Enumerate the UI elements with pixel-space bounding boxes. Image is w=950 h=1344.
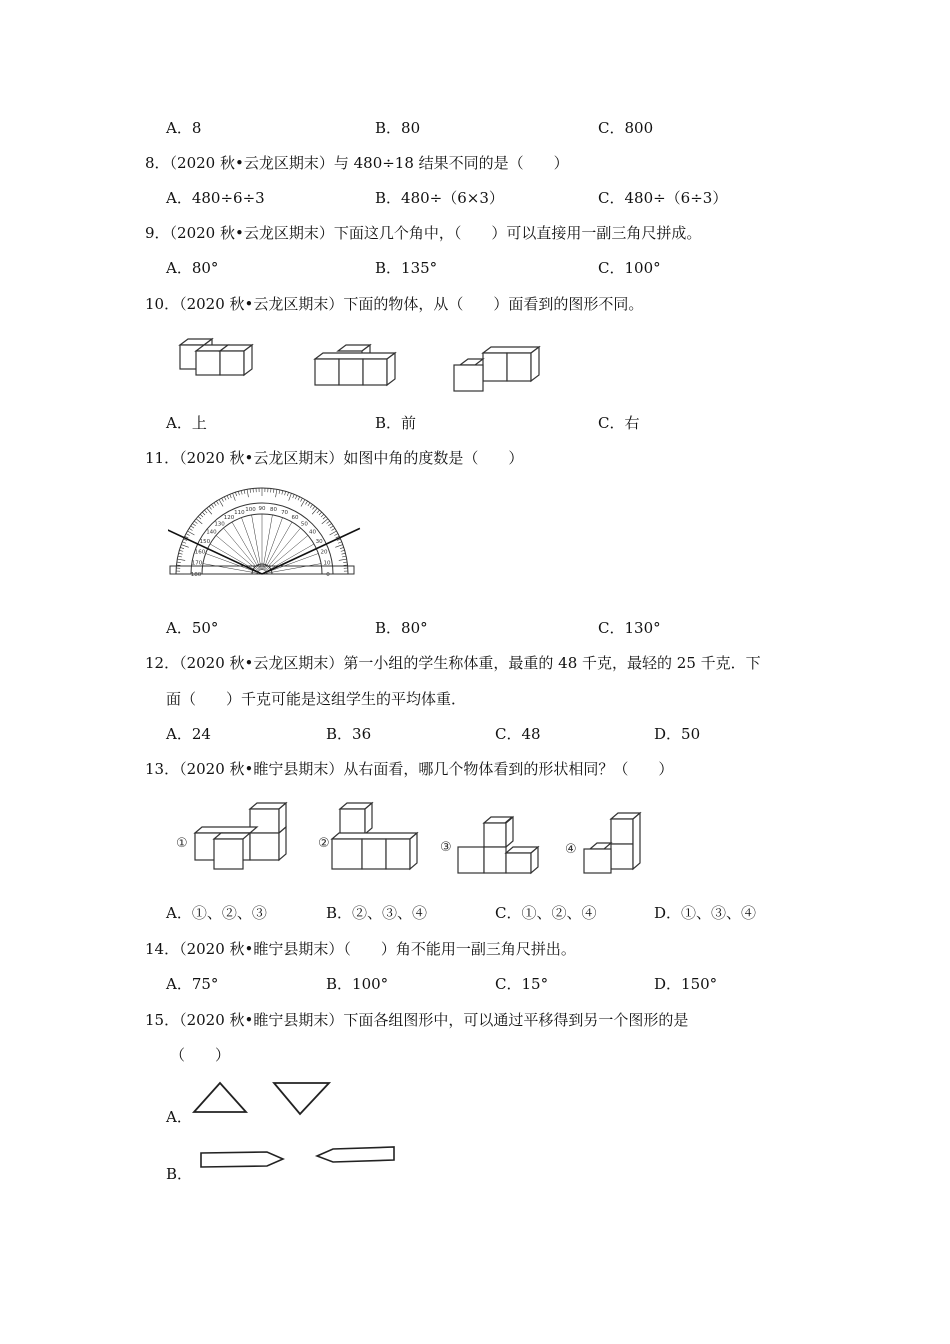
q9-option-c[interactable]: C．100°: [598, 259, 661, 277]
q9-stem: 9．（2020 秋•云龙区期末）下面这几个角中，（ ）可以直接用一副三角尺拼成。: [145, 224, 702, 242]
cube-figure-4: [565, 813, 640, 873]
cube-stacks-icon: [175, 335, 555, 400]
q7-option-b[interactable]: B．80: [375, 119, 421, 137]
q12-option-d[interactable]: D．50: [654, 725, 701, 743]
protractor-label: 50: [300, 521, 308, 528]
figure-label-1: ①: [176, 836, 188, 851]
cube-object-1: [180, 339, 252, 375]
q15-option-b[interactable]: B．: [166, 1165, 193, 1183]
protractor-label: 30: [315, 539, 323, 545]
protractor-label: 10: [323, 560, 331, 567]
q9-option-b[interactable]: B．135°: [375, 259, 438, 277]
q8-option-b[interactable]: B．480÷（6×3）: [375, 189, 504, 207]
q12-option-b[interactable]: B．36: [326, 725, 372, 743]
protractor-label: 130: [214, 521, 225, 528]
q12-stem-line2: 面（ ）千克可能是这组学生的平均体重．: [166, 690, 467, 708]
q12-option-a[interactable]: A．24: [166, 725, 211, 743]
protractor-label: 140: [206, 529, 217, 536]
q8-stem: 8．（2020 秋•云龙区期末）与 480÷18 结果不同的是（ ）: [145, 154, 569, 172]
q12-stem-line1: 12．（2020 秋•云龙区期末）第一小组的学生称体重，最重的 48 千克，最轻的 25 千克．下: [145, 654, 761, 672]
q9-option-a[interactable]: A．80°: [166, 259, 219, 277]
protractor-label: 120: [223, 514, 235, 521]
q14-option-c[interactable]: C．15°: [495, 975, 549, 993]
cube-object-2: [315, 345, 395, 385]
figure-label-3: ③: [440, 840, 452, 855]
q12-option-c[interactable]: C．48: [495, 725, 541, 743]
cube-figure-3: [440, 817, 538, 873]
protractor-label: 100: [245, 507, 256, 514]
q14-stem: 14．（2020 秋•睢宁县期末）（ ）角不能用一副三角尺拼出。: [145, 940, 576, 958]
q11-option-a[interactable]: A．50°: [166, 619, 219, 637]
q13-option-d[interactable]: D．①、③、④: [654, 904, 757, 922]
protractor-label: 40: [309, 529, 317, 536]
q10-option-a[interactable]: A．上: [166, 414, 207, 432]
q7-option-c[interactable]: C．800: [598, 119, 654, 137]
arrow-shape-icon: [197, 1141, 402, 1171]
q7-option-a[interactable]: A．8: [166, 119, 202, 137]
figure-label-4: ④: [565, 842, 577, 857]
q15-option-a[interactable]: A．: [166, 1108, 192, 1126]
cube-figure-1: [176, 803, 286, 869]
protractor-label: 160: [194, 549, 206, 556]
q15-stem-line1: 15．（2020 秋•睢宁县期末）下面各组图形中，可以通过平移得到另一个图形的是: [145, 1011, 689, 1029]
protractor-label: 60: [291, 514, 299, 521]
q11-stem: 11．（2020 秋•云龙区期末）如图中角的度数是（ ）: [145, 449, 524, 467]
figure-label-2: ②: [318, 836, 330, 851]
q14-option-b[interactable]: B．100°: [326, 975, 389, 993]
q13-option-a[interactable]: A．①、②、③: [166, 904, 267, 922]
q8-option-a[interactable]: A．480÷6÷3: [166, 189, 265, 207]
protractor-label: 180: [190, 572, 202, 578]
cube-figure-2: [318, 803, 417, 869]
q13-option-c[interactable]: C．①、②、④: [495, 904, 597, 922]
q13-option-b[interactable]: B．②、③、④: [326, 904, 428, 922]
q14-option-a[interactable]: A．75°: [166, 975, 219, 993]
q11-option-b[interactable]: B．80°: [375, 619, 428, 637]
triangle-icon: [190, 1078, 335, 1118]
q11-option-c[interactable]: C．130°: [598, 619, 661, 637]
q15-stem-line2: （ ）: [170, 1046, 231, 1064]
q14-option-d[interactable]: D．150°: [654, 975, 718, 993]
protractor-label: 110: [234, 509, 245, 516]
q13-stem: 13．（2020 秋•睢宁县期末）从右面看，哪几个物体看到的形状相同？（ ）: [145, 760, 674, 778]
protractor-label: 80: [269, 507, 277, 514]
protractor-label: 90: [258, 506, 266, 512]
q8-option-c[interactable]: C．480÷（6÷3）: [598, 189, 728, 207]
q10-stem: 10．（2020 秋•云龙区期末）下面的物体，从（ ）面看到的图形不同。: [145, 295, 644, 313]
protractor-label: 150: [199, 539, 211, 545]
q10-option-c[interactable]: C．右: [598, 414, 640, 432]
protractor-label: 20: [320, 549, 328, 556]
protractor-icon: [168, 482, 364, 582]
protractor-label: 0: [326, 572, 330, 578]
q10-option-b[interactable]: B．前: [375, 414, 417, 432]
protractor-label: 70: [281, 509, 289, 516]
cube-views-icon: [172, 797, 652, 877]
protractor-label: 170: [191, 560, 203, 567]
cube-object-3: [454, 347, 539, 391]
